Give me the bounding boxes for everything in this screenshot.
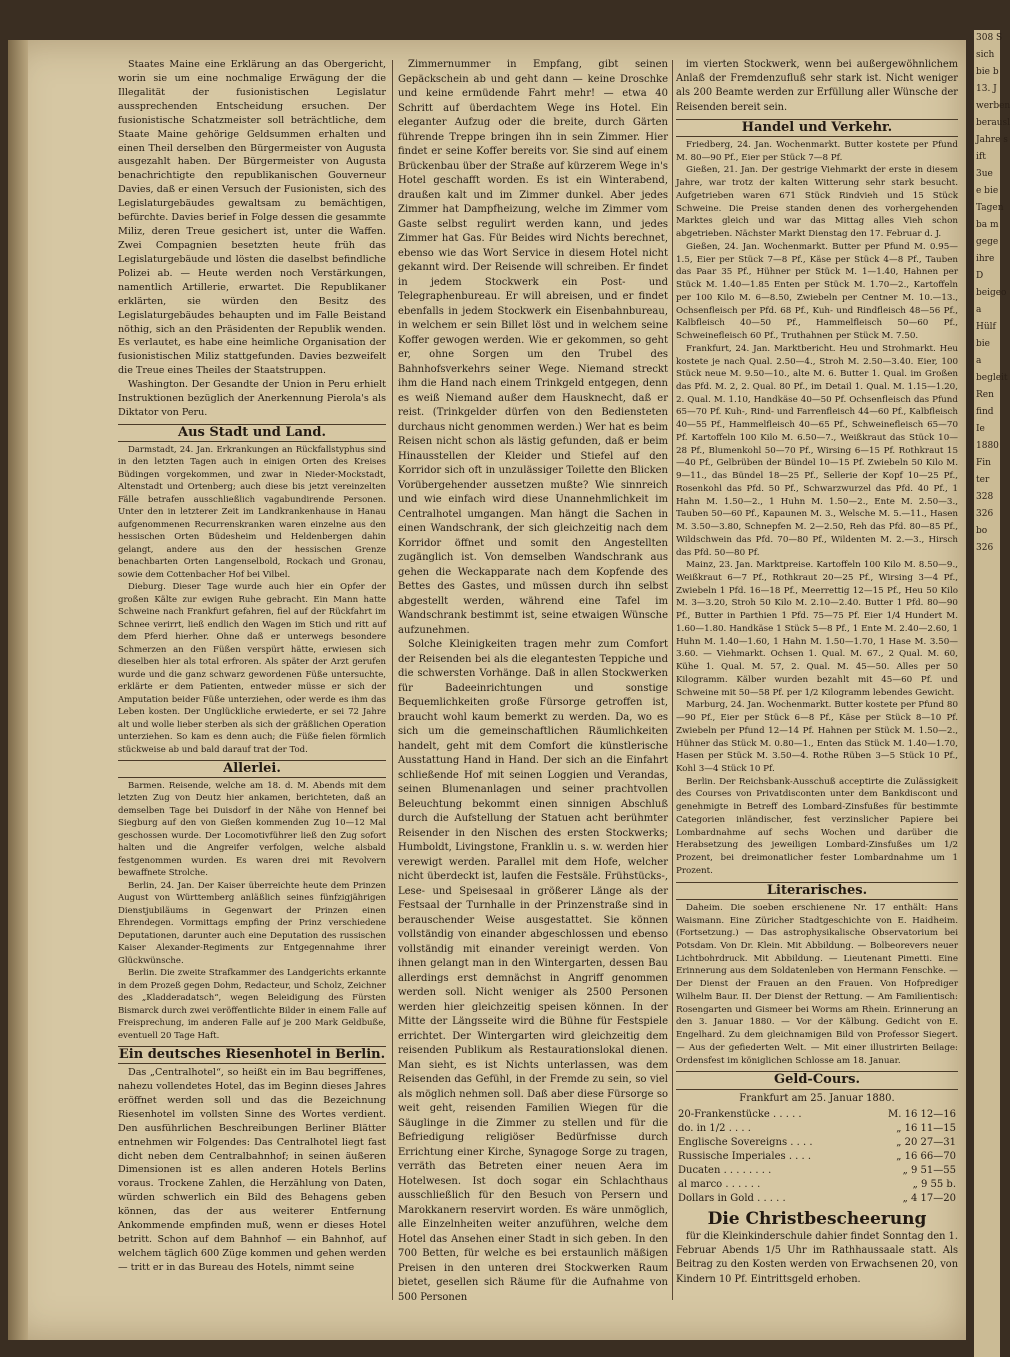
edge-fragment: gege: [976, 237, 999, 247]
article-marburg: Marburg, 24. Jan. Wochenmarkt. Butter kostete per Pfund 80—90 Pf., Eier per Stück 6—8 Pf., Käse per Stück 8—10 Pf. Zwiebeln per Pfund 12—14 Pf. Hahnen per Stück M. 1.50—2., Hühner das Stück M. 0.80—1., Enten das Stück M. 1.40—1.70, Hasen per Stück M. 3.50—4. Rothe Rüben 3—5 Stück 10 Pf., Kohl 3—4 Stück 10 Pf.: [676, 700, 958, 774]
edge-fragment: bie: [976, 339, 990, 349]
fx-currency: do. in 1/2 . . . .: [678, 1122, 751, 1134]
edge-fragment: bo: [976, 526, 988, 536]
fx-row: [676, 1122, 958, 1136]
article-friedberg: Friedberg, 24. Jan. Wochenmarkt. Butter kostete per Pfund M. 80—90 Pf., Eier per Stück 7—8 Pf.: [676, 140, 958, 163]
section-heading-riesenhotel: Ein deutsches Riesenhotel in Berlin.: [118, 1047, 386, 1063]
edge-fragment: 1880: [976, 441, 999, 451]
edge-fragment: ter: [976, 475, 990, 485]
edge-fragment: Jahre s: [976, 135, 1008, 145]
fx-currency: Ducaten . . . . . . . .: [678, 1164, 772, 1176]
article-berlin-kaiser: Berlin, 24. Jan. Der Kaiser überreichte heute dem Prinzen August von Württemberg anläßlich seines fünfzigjährigen Dienstjubiläums in Gegenwart der Prinzen einen Ehrendegen. Vormittags empfing der Prinz verschiedene Deputationen, darunter auch eine Deputation des russischen Kaiser Alexander-Regiments zur Entgegennahme ihrer Glückwünsche.: [118, 880, 386, 966]
fx-currency: Russische Imperiales . . . .: [678, 1150, 812, 1162]
article-centralhotel-cont: Zimmernummer in Empfang, gibt seinen Gepäckschein ab und geht dann — keine Droschke und keine ermüdende Fahrt mehr! — etwa 40 Schritt auf überdachtem Wege ins Hotel. Ein eleganter Aufzug oder die breite, durch Gärten führende Treppe bringen ihn in sein Zimmer. Hier findet er seine Koffer bereits vor. Sie sind auf einem Brückenbau über der Straße auf kürzerem Wege in's Hotel geschafft worden. Es ist ein Winterabend, draußen kalt und im Zimmer dunkel. Aber jedes Zimmer hat Dampfheizung, welche im Zimmer vom Gaste selbst regulirt werden kann, und jedes Zimmer hat Gas. Für Beides wird Nichts berechnet, ebenso wie das Wort Service in diesem Hotel nicht gekannt wird. Der Reisende will schreiben. Er findet in jedem Stockwerk ein Post- und Telegraphenbureau. Er will abreisen, und er findet ebenfalls in jedem Stockwerk ein Eisenbahnbureau, in welchem er sein Billet löst und in welchem seine Koffer gewogen werden. Wie er gekommen, so geht er, ohne Sorgen um den Trubel des Bahnhofsverkehrs seiner Wege. Niemand streckt ihm die Hand nach einem Trinkgeld entgegen, denn es weiß Niemand außer dem Hausknecht, daß er reist. (Trinkgelder dürfen von den Bediensteten durchaus nicht genommen werden.) Wer hat es beim Reisen nicht schon als lästig gefunden, daß er beim Hinausstellen der Kleider und Stiefel auf den Korridor sich oft in unzulässiger Toilette den Blicken Vorübergehender aussetzen mußte? Wie sinnreich und wie einfach wird diese Unannehmlichkeit im Centralhotel umgangen. Man hängt die Sachen in einen Wandschrank, der sich gleichzeitig nach dem Korridor öffnet und somit den Angestellten zugänglich ist. Von demselben Wandschrank aus gehen die Weckapparate nach dem Kopfende des Bettes des Gastes, und müssen durch ihn selbst abgestellt werden, während eine Tafel im Wandschrank bestimmt ist, seine etwaigen Wünsche aufzunehmen.: [398, 59, 668, 636]
fx-row: [676, 1150, 958, 1164]
article-giessen-markt: Gießen, 24. Jan. Wochenmarkt. Butter per Pfund M. 0.95—1.5, Eier per Stück 7—8 Pf., Käse per Stück 4—8 Pf., Tauben das Paar 35 Pf., Hühner per Stück M. 1—1.40, Hahnen per Stück M. 1.40—1.85 Enten per Stück M. 1.70—2., Kartoffeln per 100 Kilo M. 6—8.50, Zwiebeln per Centner M. 10.—13., Ochsenfleisch per Pfd. 68 Pf., Kuh- und Rindfleisch 48—56 Pf., Kalbfleisch 40—50 Pf., Hammelfleisch 50—60 Pf., Schweinefleisch 60 Pf., Truthahnen per Stück M. 7.50.: [676, 241, 958, 342]
edge-fragment: 328: [976, 492, 994, 502]
edge-fragment: berausl: [976, 118, 1010, 128]
section-heading-handel: Handel und Verkehr.: [676, 119, 958, 137]
edge-fragment: ihre: [976, 254, 995, 264]
article-daheim: Daheim. Die soeben erschienene Nr. 17 enthält: Hans Waismann. Eine Züricher Stadtgeschichte von E. Haidheim. (Fortsetzung.) — Das astrophysikalische Observatorium bei Potsdam. Von Dr. Klein. Mit Abbildung. — Bolbeorevers neuer Lichtbohrdruck. Mit Abbildung. — Lieutenant Pimetti. Eine Erinnerung aus dem Soldatenleben von Hermann Fenschke. — Der Dienst der Frauen an den Frauen. Von Hofprediger Wilhelm Baur. II. Der Dienst der Rettung. — Am Familientisch: Rosengarten und Gismeer bei Worms am Rhein. Erinnerung an den 3. Januar 1880. — Vor der Kälbung. Gedicht von E. Engelhard. Zu dem gleichnamigen Bild von Professor Siegert. — Aus der gefiederten Welt. — Mit einer illustrirten Beilage: Ordensfest im königlichen Schlosse am 18. Januar.: [676, 902, 958, 1066]
edge-fragment: D: [976, 271, 984, 281]
column-divider-1: [392, 60, 393, 1300]
fx-value: „ 16 66—70: [896, 1150, 956, 1162]
article-berlin-court: Berlin. Die zweite Strafkammer des Landgerichts erkannte in dem Prozeß gegen Dohm, Redacteur, und Scholz, Zeichner des „Kladderadatsch“, wegen Beleidigung des Fürsten Bismarck durch zwei veröffentlichte Bilder in einem Falle auf Freisprechung, im anderen Falle auf je 200 Mark Geldbuße, eventuell 20 Tage Haft.: [118, 968, 386, 1041]
fx-value: „ 20 27—31: [896, 1136, 956, 1148]
edge-fragment: Hülf: [976, 322, 996, 332]
section-heading-allerlei: Allerlei.: [118, 760, 386, 778]
fx-value: „ 9 51—55: [902, 1164, 956, 1176]
column-3: [676, 58, 958, 1287]
section-heading-literarisches: Literarisches.: [676, 882, 958, 900]
edge-fragment: a: [976, 356, 982, 366]
fx-currency: 20-Frankenstücke . . . . .: [678, 1108, 802, 1120]
ad-text: für die Kleinkinderschule dahier findet Sonntag den 1. Februar Abends 1/5 Uhr im Rathhaussaale statt. Als Beitrag zu den Kosten werden von Erwachsenen 20, von Kindern 10 Pf. Eintrittsgeld erhoben.: [676, 1230, 958, 1285]
section-heading-stadt-land: Aus Stadt und Land.: [118, 424, 386, 442]
adjacent-page-edge: [974, 30, 1010, 1357]
edge-fragment: Fin: [976, 458, 991, 468]
exchange-rate-table: [676, 1108, 958, 1206]
section-heading-geld-cours: Geld-Cours.: [676, 1071, 958, 1089]
article-centralhotel-end: im vierten Stockwerk, wenn bei außergewöhnlichem Anlaß der Fremdenzufluß sehr stark ist. Nicht weniger als 200 Beamte werden zur Erfüllung aller Wünsche der Reisenden bereit sein.: [676, 59, 958, 113]
edge-fragment: 13. J: [976, 84, 997, 94]
article-giessen-vieh: Gießen, 21. Jan. Der gestrige Viehmarkt der erste in diesem Jahre, war trotz der kalten Witterung sehr stark besucht. Aufgetrieben waren 671 Stück Rindvieh und 15 Stück Schweine. Die Preise standen denen des vorhergehenden Marktes gleich und war das Mittag alles Vieh schon abgetrieben. Nächster Markt Dienstag den 17. Februar d. J.: [676, 165, 958, 240]
fx-currency: Englische Sovereigns . . . .: [678, 1136, 813, 1148]
article-maine: Staates Maine eine Erklärung an das Obergericht, worin sie um eine nochmalige Erwägung der die Illegalität der fusionistischen Legislatur aussprechenden Entscheidung ersuchen. Der fusionistische Schatzmeister soll beträchtliche, dem Staate Maine gehörige Geldsummen erhalten und einen Theil derselben den Bürgermeister von Augusta ausgezahlt haben. Der Bürgermeister von Augusta benachrichtigte den republikanischen Gouverneur Davies, daß er einen Versuch der Fusionisten, sich des Legislaturgebäudes gewaltsam zu bemächtigen, befürchte. Davies berief in Folge dessen die gesammte Miliz, deren Treue gesichert ist, unter die Waffen. Zwei Compagnien besetzten heute früh das Legislaturgebäude und lösten die daselbst befindliche Polizei ab. — Heute werden noch Verstärkungen, namentlich Artillerie, erwartet. Die Republikaner erklärten, sie würden den Besitz des Legislaturgebäudes behaupten und im Falle Beistand nöthig, sich an den Präsidenten der Republik wenden. Es verlautet, es habe eine heimliche Organisation der fusionistischen Miliz stattgefunden. Davies bezweifelt die Treue eines Theiles der Staatstruppen.: [118, 59, 386, 377]
column-1: [118, 58, 386, 1275]
edge-fragment: ba m: [976, 220, 999, 230]
article-centralhotel-comfort: Solche Kleinigkeiten tragen mehr zum Comfort der Reisenden bei als die elegantesten Teppiche und die schwersten Vorhänge. Daß in allen Stockwerken für Badeeinrichtungen und sonstige Bequemlichkeiten große Fürsorge getroffen ist, braucht wohl kaum bemerkt zu werden. Da, wo es sich um die gemeinschaftlichen Räumlichkeiten handelt, geht mit dem Comfort die künstlerische Ausstattung Hand in Hand. Der sich an die Einfahrt schließende Hof mit seinen Loggien und Verandas, seinen Blumenanlagen und seiner prachtvollen Beleuchtung bekommt einen sinnigen Abschluß durch die Aufstellung der Statuen acht berühmter Reisender in den Nischen des ersten Stockwerks; Humboldt, Livingstone, Franklin u. s. w. werden hier verewigt werden. Parallel mit dem Hofe, welcher nicht überdeckt ist, laufen die Festsäle. Frühstücks-, Lese- und Speisesaal in größerer Länge als der Festsaal der Turnhalle in der Prinzenstraße sind in berauschender Weise ausgestattet. Sie können vollständig von einander abgeschlossen und ebenso vollständig mit einander vereinigt werden. Von ihnen gelangt man in den Wintergarten, dessen Bau allerdings erst demnächst in Angriff genommen werden soll. Nicht weniger als 2500 Personen werden hier gleichzeitig speisen können. In der Mitte der Längsseite wird die Bühne für Festspiele errichtet. Der Wintergarten wird gleichzeitig dem reisenden Publikum als Restaurationslokal dienen. Man sieht, es ist Nichts unterlassen, was dem Reisenden das Gefühl, in der Fremde zu sein, so viel als möglich nehmen soll. Daß aber diese Fürsorge so weit geht, reisenden Familien Wiegen für die Säuglinge in die Zimmer zu stellen und für die Befriedigung religiöser Bedürfnisse durch Errichtung einer Kirche, Synagoge Sorge zu tragen, verräth das Betreten einer neuen Aera im Hotelwesen. Ist doch sogar ein Schlachthaus ausschließlich für den Besuch von Persern und Marokkanern reservirt worden. Es wäre unmöglich, alle Einzelnheiten weiter anzuführen, welche dem Hotel das Ansehen einer Stadt in sich geben. In den 700 Betten, für welche es bei erstaunlich mäßigen Preisen in den unteren drei Stockwerken Raum bietet, gesellen sich Räume für die Aufnahme von 500 Personen: [398, 639, 668, 1303]
edge-fragment: Tagen: [976, 203, 1004, 213]
edge-fragment: begleit: [976, 373, 1008, 383]
edge-fragment: sich: [976, 50, 995, 60]
fx-row: [676, 1192, 958, 1206]
article-darmstadt: Darmstadt, 24. Jan. Erkrankungen an Rückfallstyphus sind in den letzten Tagen auch in einigen Orten des Kreises Büdingen vorgekommen, und zwar in Nieder-Mockstadt, Altenstadt und Ortenberg; auch diese bis jetzt vereinzelten Fälle betrafen ausschließlich vagabundirende Personen. Unter den in letzterer Zeit im Landkrankenhause in Hanau aufgenommenen Recurrenskranken waren einzelne aus den hessischen Orten Büdesheim und Heldenbergen dahin gelangt, andere aus den der hessischen Grenze benachbarten Orten Langenselbold, Rockach und Gronau, sowie dem Cottenbacher Hof bei Vilbel.: [118, 444, 386, 580]
fx-row: [676, 1164, 958, 1178]
fx-currency: al marco . . . . . .: [678, 1178, 761, 1190]
article-dieburg: Dieburg. Dieser Tage wurde auch hier ein Opfer der großen Kälte zur ewigen Ruhe gebracht. Ein Mann hatte Schweine nach Frankfurt gefahren, fiel auf der Rückfahrt im Schnee verirrt, ließ endlich den Wagen im Stich und ritt auf dem Pferd hierher. Ohne daß er unterwegs besondere Schmerzen an den Füßen verspürt hätte, erwiesen sich dieselben hier als total erfroren. Als später der Arzt gerufen wurde und die ganz schwarz gewordenen Füße untersuchte, erklärte er dem Patienten, entweder müsse er sich der Amputation beider Füße unterziehen, oder werde es ihm das Leben kosten. Der Unglückliche erwiederte, er sei 72 Jahre alt und wolle lieber sterben als sich der gräßlichen Operation unterziehen. So kam es denn auch; die Füße fielen förmlich stückweise ab und bald darauf trat der Tod.: [118, 582, 386, 755]
fx-currency: Dollars in Gold . . . . .: [678, 1192, 786, 1204]
column-divider-2: [672, 60, 673, 1300]
newspaper-page: [8, 40, 966, 1340]
edge-fragment: e bie: [976, 186, 999, 196]
edge-fragment: 308 S: [976, 33, 1003, 43]
fx-value: „ 9 55 b.: [912, 1178, 956, 1190]
fx-value: „ 4 17—20: [902, 1192, 956, 1204]
edge-fragment: ift: [976, 152, 986, 162]
column-2: [398, 58, 668, 1305]
article-mainz: Mainz, 23. Jan. Marktpreise. Kartoffeln 100 Kilo M. 8.50—9., Weißkraut 6—7 Pf., Rothkraut 20—25 Pf., Wirsing 3—4 Pf., Zwiebeln 1 Pfd. 16—18 Pf., Meerrettig 12—15 Pf., Heu 50 Kilo M. 3—3.20, Stroh 50 Kilo M. 2.10—2.40. Butter 1 Pfd. 80—90 Pf., Butter in Parthien 1 Pfd. 75—75 Pf. Eier 1/4 Hundert M. 1.60—1.80. Handkäse 1 Stück 5—8 Pf., 1 Ente M. 2.40—2.60, 1 Huhn M. 1.40—1.60, 1 Hahn M. 1.50—1.70, 1 Hase M. 3.50—3.60. — Viehmarkt. Ochsen 1. Qual. M. 67., 2 Qual. M. 60, Kühe 1. Qual. M. 57, 2. Qual. M. 45—50. Alles per 50 Kilogramm. Kälber wurden bezahlt mit 45—60 Pf. und Schweine mit 50—58 Pf. per 1/2 Kilogramm lebendes Gewicht.: [676, 560, 958, 698]
fx-row: [676, 1136, 958, 1150]
article-washington: Washington. Der Gesandte der Union in Peru erhielt Instruktionen bezüglich der Anerkennung Pierola's als Diktator von Peru.: [118, 379, 386, 419]
fx-date: Frankfurt am 25. Januar 1880.: [739, 1092, 895, 1104]
fx-value: M. 16 12—16: [888, 1108, 956, 1120]
fx-row: [676, 1108, 958, 1122]
ad-title: Die Christbescheerung: [707, 1208, 927, 1229]
edge-fragment: beigeo: [976, 288, 1007, 298]
page-binding: [8, 40, 28, 1340]
fx-row: [676, 1178, 958, 1192]
fx-value: „ 16 11—15: [896, 1122, 956, 1134]
edge-fragment: Ren: [976, 390, 994, 400]
article-barmen: Barmen. Reisende, welche am 18. d. M. Abends mit dem letzten Zug von Deutz hier ankamen, berichteten, daß an demselben Tage bei Duisdorf in der Nähe von Hennef bei Siegburg auf den von Gießen kommenden Zug 10—12 Mal geschossen wurde. Der Locomotivführer ließ den Zug sofort halten und die Angreifer verfolgen, welche alsbald festgenommen wurden. Es waren drei mit Revolvern bewaffnete Strolche.: [118, 780, 386, 879]
article-berlin-reichsbank: Berlin. Der Reichsbank-Ausschuß acceptirte die Zulässigkeit des Courses von Privatdisconten unter dem Bankdiscont und genehmigte in Betreff des Lombard-Zinsfußes für bestimmte Categorien inländischer, fest verzinslicher Papiere bei Lombardnahme auf sechs Wochen und darüber die Herabsetzung des jeweiligen Lombard-Zinsfußes um 1/2 Prozent, bei dreimonatlicher fester Lombardnahme um 1 Prozent.: [676, 776, 958, 876]
article-centralhotel: Das „Centralhotel“, so heißt ein im Bau begriffenes, nahezu vollendetes Hotel, das im Beginn dieses Jahres eröffnet werden soll und das die Bezeichnung Riesenhotel im vollsten Sinne des Wortes verdient. Den ausführlichen Beschreibungen Berliner Blätter entnehmen wir Folgendes: Das Centralhotel liegt fast dicht neben dem Centralbahnhof; in seinen äußeren Dimensionen ist es allen anderen Hotels Berlins voraus. Trockene Zahlen, die Herzählung von Daten, würden schwerlich ein Bild des Behagens geben können, das der aus weiterer Entfernung Ankommende empfinden muß, wenn er dieses Hotel betritt. Schon auf dem Bahnhof — ein Bahnhof, auf welchem täglich 600 Züge kommen und gehen werden — tritt er in das Bureau des Hotels, nimmt seine: [118, 1067, 386, 1273]
article-frankfurt-markt: Frankfurt, 24. Jan. Marktbericht. Heu und Strohmarkt. Heu kostete je nach Qual. 2.50—4., Stroh M. 2.50—3.40. Eier, 100 Stück neue M. 9.50—10., alte M. 6. Butter 1. Qual. im Großen das Pfd. M. 2, 2. Qual. 80 Pf., im Detail 1. Qual. M. 1.15—1.20, 2. Qual. M. 1.10, Handkäse 40—50 Pf. Ochsenfleisch das Pfund 65—70 Pf. Kuh-, Rind- und Farrenfleisch 44—60 Pf., Kalbfleisch 40—55 Pf., Hammelfleisch 40—65 Pf., Schweinefleisch 65—70 Pf. Kartoffeln 100 Kilo M. 6.50—7., Weißkraut das Stück 10—28 Pf., Blumenkohl 50—70 Pf., Wirsing 6—15 Pf. Rothkraut 15—40 Pf., Gelbrüben der Bündel 10—15 Pf. Zwiebeln 50 Kilo M. 9—11., das Bündel 18—25 Pf., Sellerie der Kopf 10—25 Pf., Rosenkohl das Pfd. 50 Pf., Schwarzwurzel das Pfd. 40 Pf., 1 Hahn M. 1.50—2., 1 Huhn M. 1.50—2., Ente M. 2.50—3., Tauben 50—60 Pf., Kapaunen M. 3., Welsche M. 5.—11., Hasen M. 3.50—3.80, Schnepfen M. 2—2.50, Reh das Pfd. 80—85 Pf., Wildschwein das Pfd. 70—80 Pf., Wildenten M. 2.—3., Hirsch das Pfd. 50—80 Pf.: [676, 343, 958, 558]
edge-fragment: 326: [976, 509, 994, 519]
edge-fragment: werben: [976, 101, 1010, 111]
edge-fragment: Ie: [976, 424, 985, 434]
edge-fragment: 3ue: [976, 169, 993, 179]
edge-fragment: 326: [976, 543, 994, 553]
edge-fragment: bie b: [976, 67, 999, 77]
edge-fragment: find: [976, 407, 994, 417]
edge-fragment: a: [976, 305, 982, 315]
